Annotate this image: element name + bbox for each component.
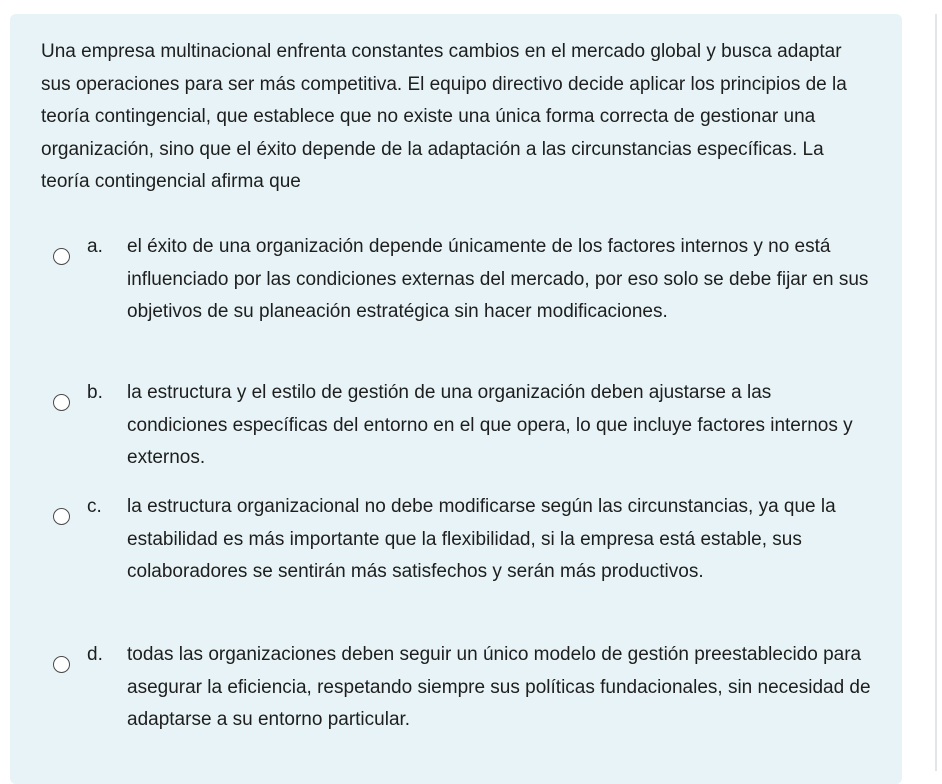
question-text: Una empresa multinacional enfrenta constantes cambios en el mercado global y busca adaptar sus operaciones para ser más competitiva. El equipo directivo decide aplicar los principios de la teoría contingencial, que establece que no existe una única forma correcta de gestionar una organización, sino que el éxito depende de la adaptación a las circunstancias específicas. La teoría contingencial afirma que <box>41 41 847 192</box>
question-card <box>10 14 902 784</box>
option-a-radio[interactable] <box>53 248 70 265</box>
option-a-text[interactable]: el éxito de una organización depende únicamente de los factores internos y no está influenciado por las condiciones externas del mercado, por eso solo se debe fijar en sus objetivos de su planeación estratégica sin hacer modificaciones. <box>127 236 869 322</box>
option-c-text[interactable]: la estructura organizacional no debe modificarse según las circunstancias, ya que la estabilidad es más importante que la flexibilidad, si la empresa está estable, sus colaboradores se sentirán más satisfechos y serán más productivos. <box>127 496 836 582</box>
page-edge-divider <box>935 14 937 771</box>
option-b-radio[interactable] <box>53 394 70 411</box>
option-c-letter: c. <box>87 496 102 517</box>
option-d-letter: d. <box>87 644 103 665</box>
option-b-text[interactable]: la estructura y el estilo de gestión de una organización deben ajustarse a las condiciones específicas del entorno en el que opera, lo que incluye factores internos y externos. <box>127 382 853 468</box>
option-a-letter: a. <box>87 236 103 257</box>
option-d-radio[interactable] <box>53 656 70 673</box>
option-d-text[interactable]: todas las organizaciones deben seguir un único modelo de gestión preestablecido para asegurar la eficiencia, respetando siempre sus políticas fundacionales, sin necesidad de adaptarse a su entorno particular. <box>127 644 871 730</box>
option-c-radio[interactable] <box>53 508 70 525</box>
option-b-letter: b. <box>87 382 103 403</box>
